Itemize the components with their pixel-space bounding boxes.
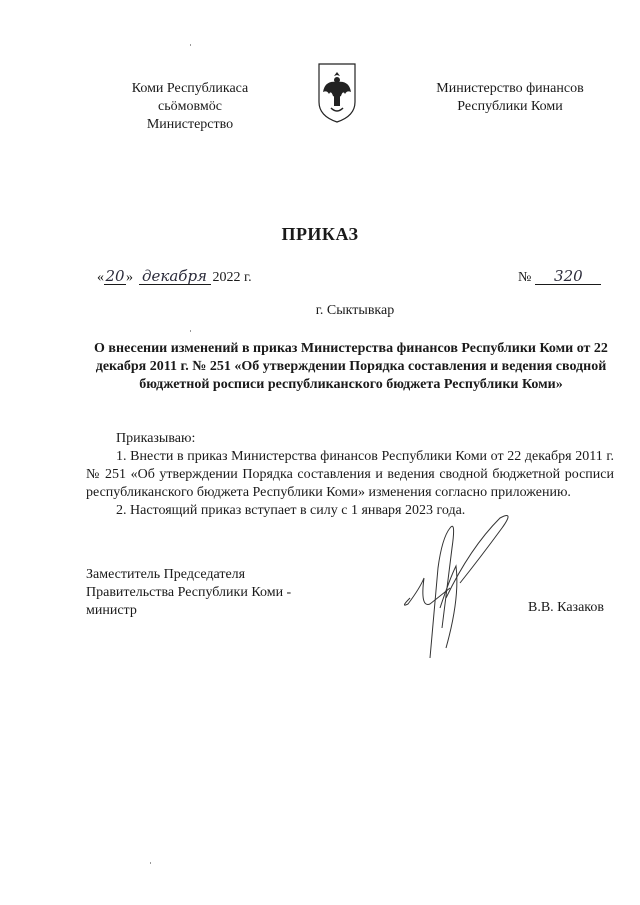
date-month: декабря [139, 268, 211, 285]
handwritten-signature [390, 508, 520, 668]
date-open-quote: « [97, 270, 104, 285]
header-left-line-3: Министерство [146, 117, 234, 132]
city: г. Сыктывкар [315, 303, 395, 318]
header-right-line-1: Министерство финансов [436, 81, 584, 96]
scan-speck [190, 330, 191, 332]
body-item-1: 1. Внести в приказ Министерства финансов Республики Коми от 22 декабря 2011 г. № 251 «Об утверждении Порядка составления и ведения сводной бюджетной росписи республиканского бюджета Республики Коми» изменения согласно приложению. [86, 449, 614, 500]
document-body [86, 430, 614, 520]
number-prefix: № [518, 270, 532, 285]
number-value: 320 [535, 268, 601, 285]
position-line-2: Правительства Республики Коми - [86, 585, 292, 600]
document-subject: О внесении изменений в приказ Министерства финансов Республики Коми от 22 декабря 2011 г. № 251 «Об утверждении Порядка составления и ведения сводной бюджетной росписи республиканского бюджета Республики Коми» [94, 341, 608, 392]
header-right-line-2: Республики Коми [457, 99, 563, 114]
body-intro: Приказываю: [116, 431, 196, 446]
body-item-2: 2. Настоящий приказ вступает в силу с 1 января 2023 года. [116, 503, 466, 518]
date-close-quote: » [126, 270, 133, 285]
position-line-1: Заместитель Председателя [86, 567, 246, 582]
position-line-3: министр [86, 603, 137, 618]
date-year: 2022 г. [212, 270, 252, 285]
scan-speck [150, 862, 151, 864]
header-left-line-2: сьӧмовмӧс [158, 99, 222, 114]
header-left-org [90, 80, 290, 134]
coat-of-arms-icon [317, 62, 357, 124]
document-number [518, 268, 601, 286]
header-right-org [410, 80, 610, 116]
scan-speck [190, 44, 191, 46]
header-left-line-1: Коми Республикаса [131, 81, 249, 96]
document-title: ПРИКАЗ [281, 224, 359, 244]
document-date [97, 268, 252, 286]
date-day: 20 [105, 267, 125, 285]
signatory-name: В.В. Казаков [528, 600, 604, 615]
signatory-position [86, 566, 346, 620]
